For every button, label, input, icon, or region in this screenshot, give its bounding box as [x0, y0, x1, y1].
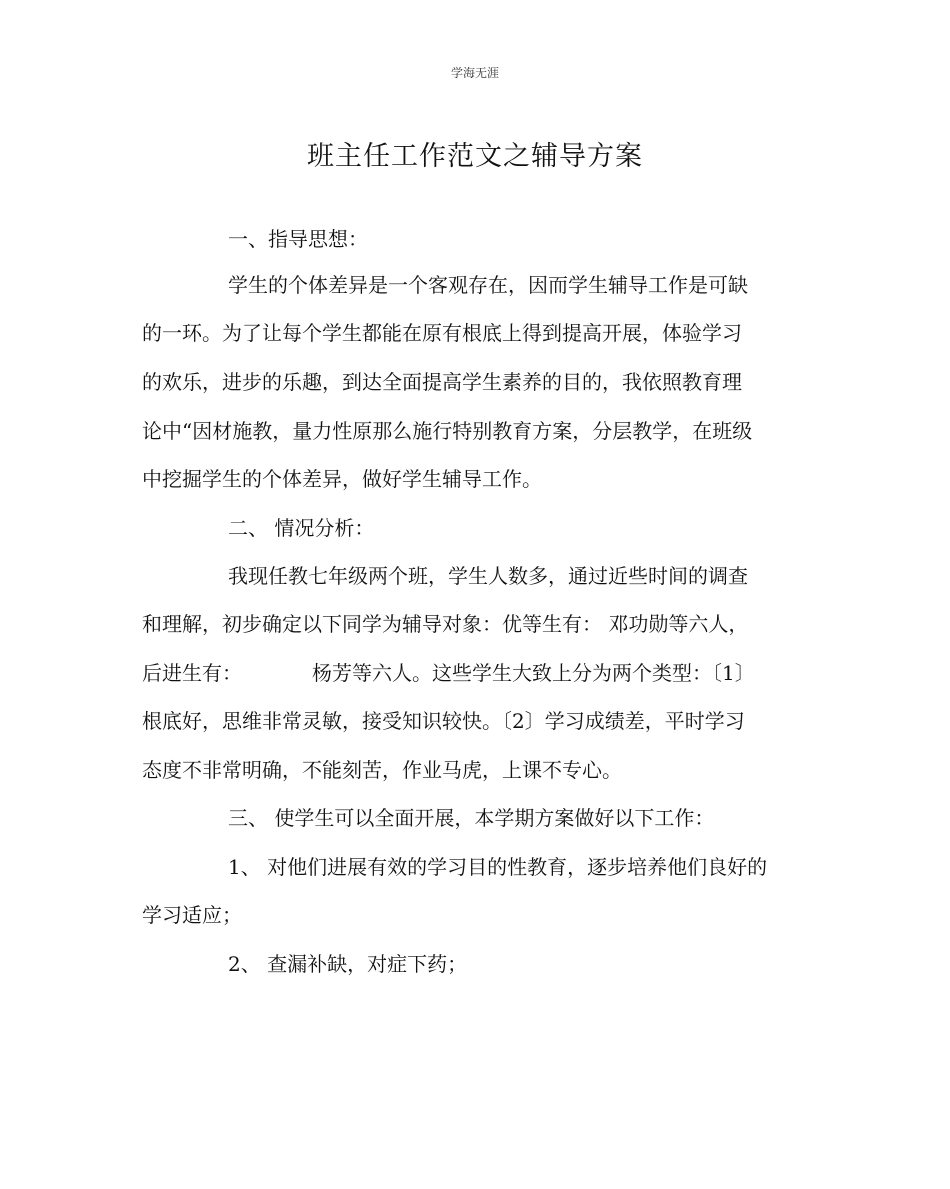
- page-header: 学海无涯: [450, 66, 499, 80]
- document-title: 班主任工作范文之辅导方案: [307, 141, 643, 172]
- paragraph-line: 态度不非常明确，不能刻苦，作业马虎，上课不专心。: [142, 758, 622, 782]
- paragraph-fragment: 杨芳等六人。这些学生大致上分为两个类型：〔1〕: [312, 661, 755, 685]
- paragraph-line: 和理解，初步确定以下同学为辅导对象：优等生有： 邓功勋等六人，: [142, 612, 749, 636]
- list-item-1: 1、 对他们进展有效的学习目的性教育，逐步培养他们良好的: [228, 855, 768, 879]
- section-heading-2: 二、 情况分析：: [228, 516, 375, 540]
- paragraph-line: 的一环。为了让每个学生都能在原有根底上得到提高开展，体验学习: [142, 321, 742, 345]
- paragraph-fragment: 后进生有：: [142, 661, 242, 685]
- paragraph-line: 论中“因材施教，量力性原那么施行特别教育方案，分层教学，在班级: [142, 419, 753, 443]
- list-item-1-continued: 学习适应；: [142, 903, 242, 927]
- paragraph-line: 中挖掘学生的个体差异，做好学生辅导工作。: [142, 467, 542, 491]
- list-item-2: 2、 查漏补缺，对症下药；: [228, 952, 468, 976]
- section-heading-1: 一、指导思想：: [228, 227, 368, 251]
- paragraph-line: 学生的个体差异是一个客观存在，因而学生辅导工作是可缺: [228, 273, 748, 297]
- section-heading-3: 三、 使学生可以全面开展，本学期方案做好以下工作：: [228, 806, 715, 830]
- paragraph-line: 的欢乐，进步的乐趣，到达全面提高学生素养的目的，我依照教育理: [142, 370, 742, 394]
- paragraph-line: [142, 658, 755, 688]
- paragraph-line: 根底好，思维非常灵敏，接受知识较快。〔2〕学习成绩差，平时学习: [142, 709, 745, 733]
- paragraph-line: 我现任教七年级两个班，学生人数多，通过近些时间的调查: [228, 564, 748, 588]
